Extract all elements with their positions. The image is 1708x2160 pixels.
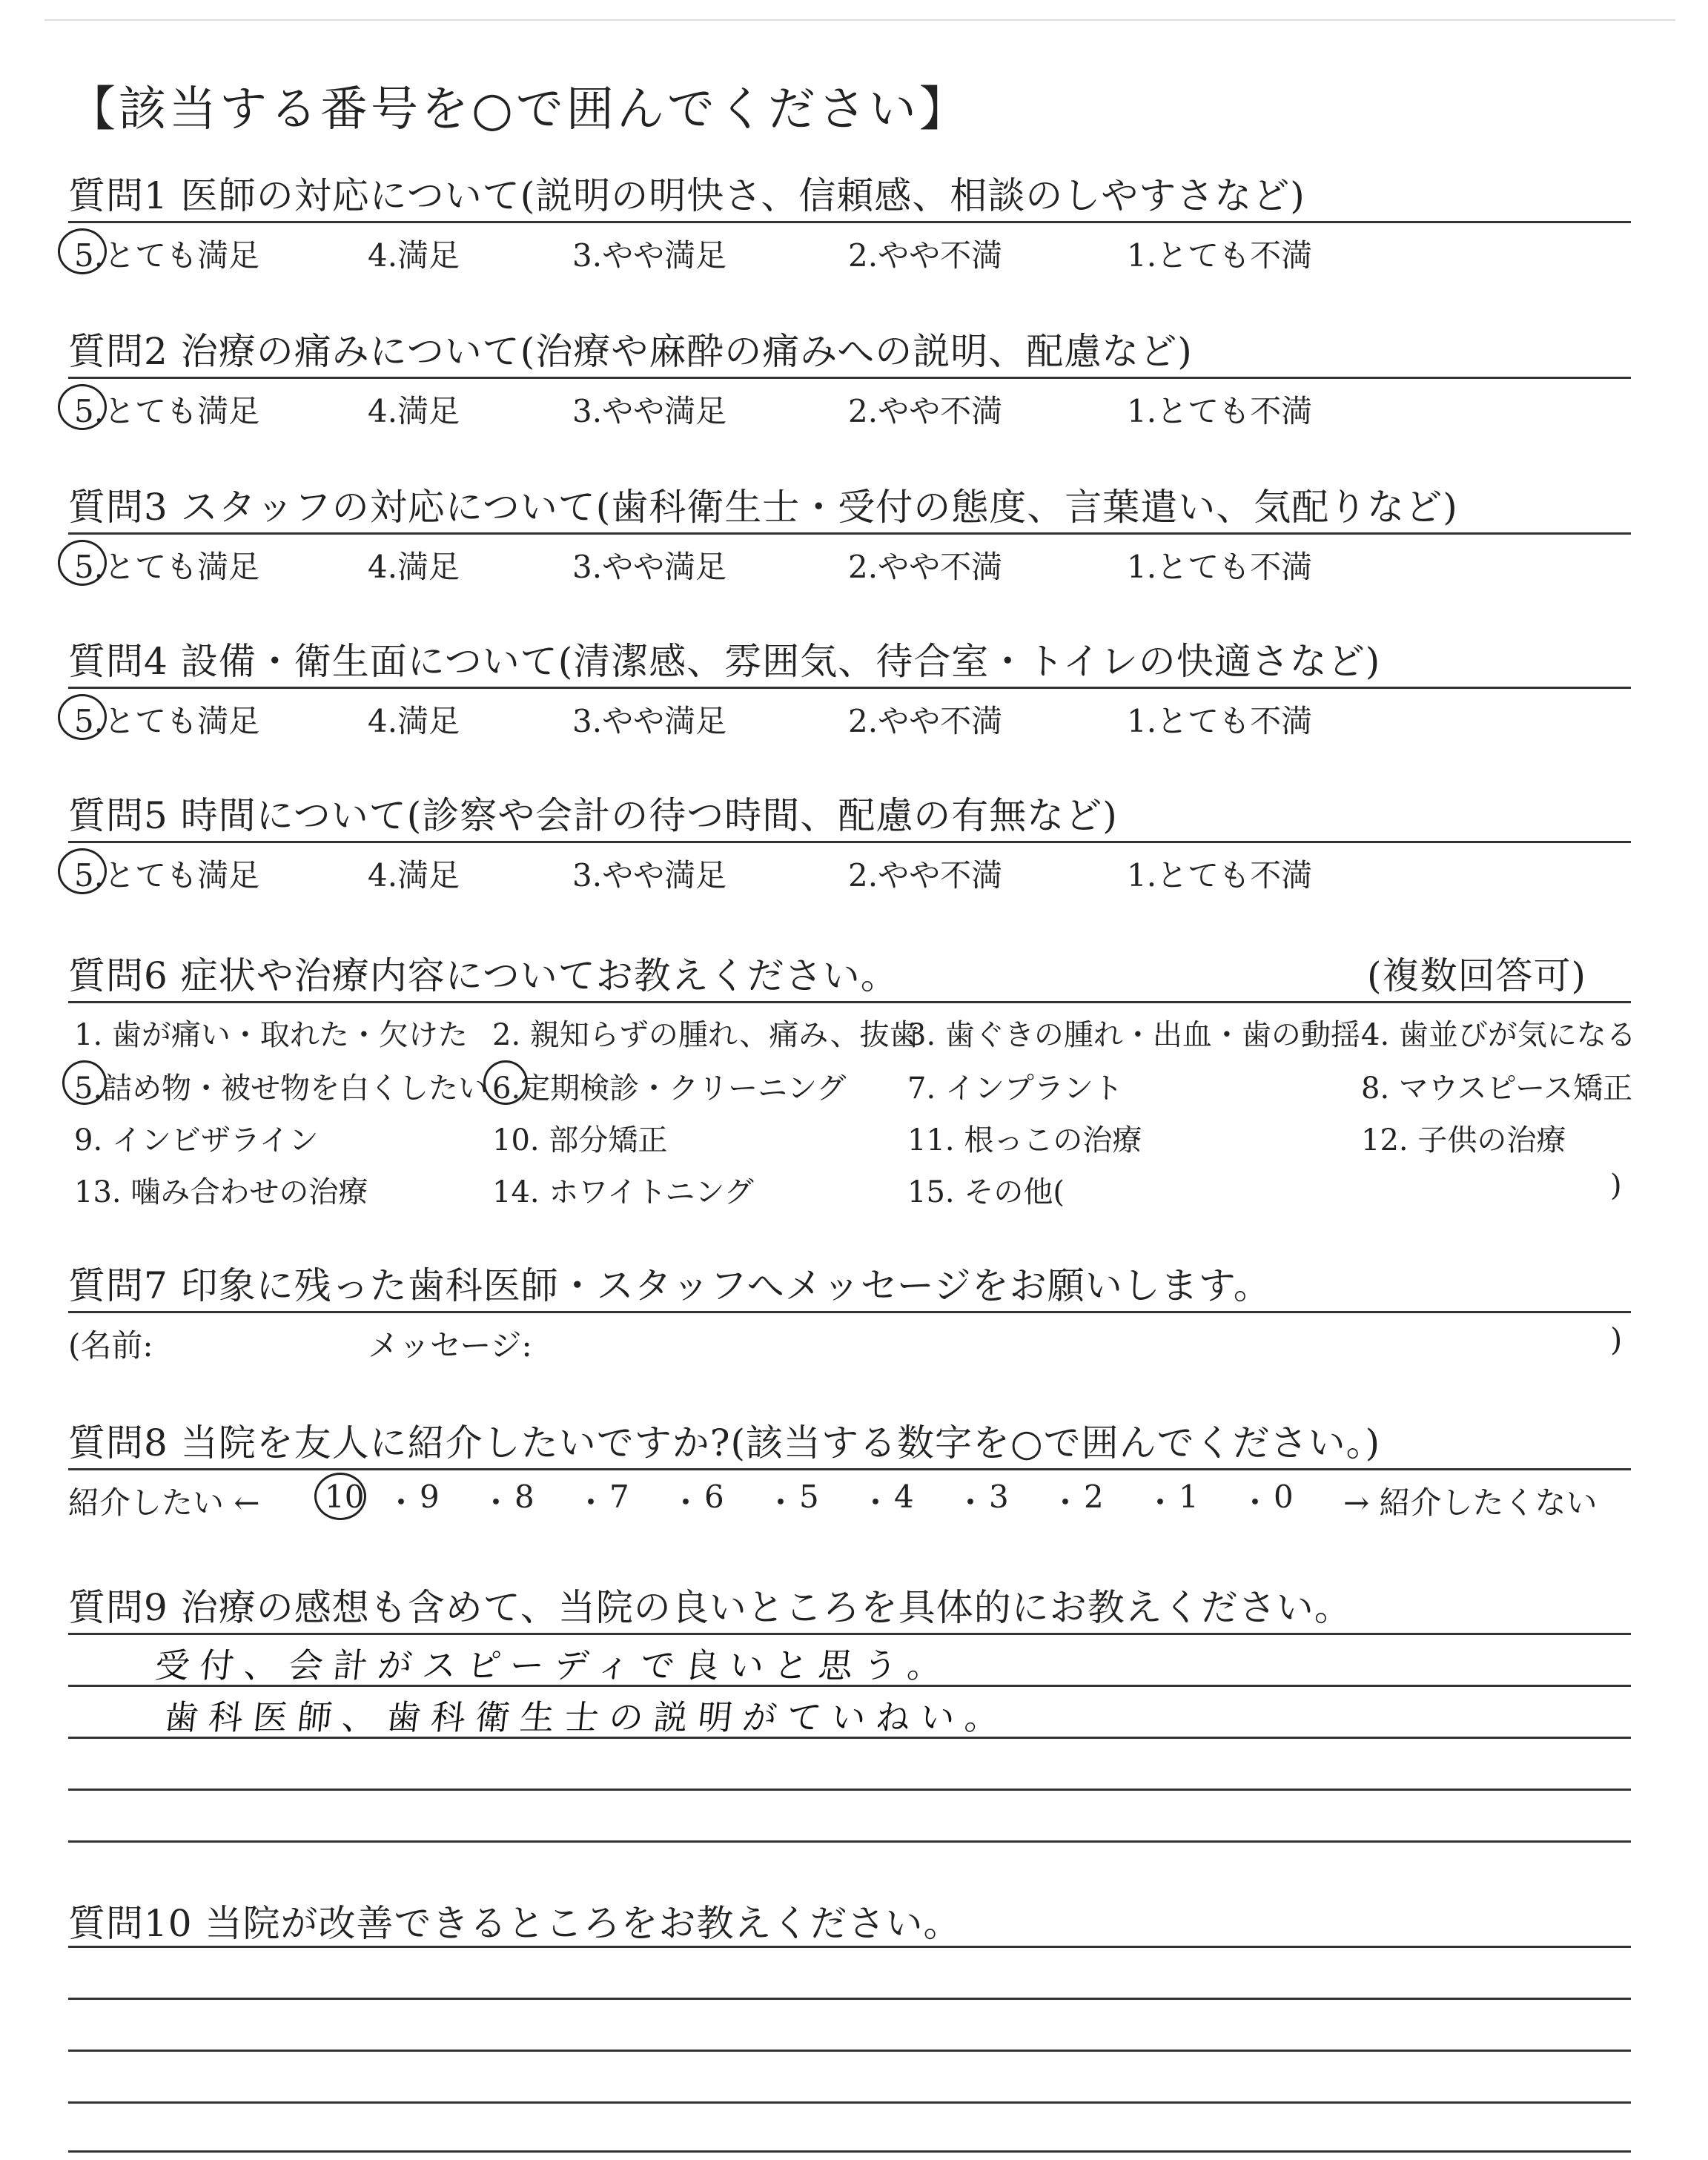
q6-note: (複数回答可) [1367,954,1587,997]
q9-line-1 [68,1633,1631,1635]
q6-option-15: 15. その他( [907,1175,1065,1209]
q7-name-label: (名前: [68,1327,153,1364]
q3-selected-circle [58,540,107,586]
q8-separator-7: ・ [1050,1484,1082,1521]
q6-rule [68,1001,1631,1003]
q5-option-2: 3.やや満足 [572,857,727,894]
q10-line-3 [68,2050,1631,2052]
q9-answer-line-2: 歯科医師、歯科衛生士の説明がていねい。 [162,1697,1012,1737]
q3-option-1: 4.満足 [368,549,460,585]
q8-separator-5: ・ [860,1484,892,1521]
q6-option-14: 14. ホワイトニング [492,1175,754,1209]
q8-separator-3: ・ [670,1484,702,1521]
q8-scale-5: 5 [799,1479,819,1515]
q2-option-1: 4.満足 [368,393,460,429]
q7-close-paren: ) [1610,1321,1623,1358]
q2-selected-circle [58,384,107,430]
q8-title: 質問8 当院を友人に紹介したいですか?(該当する数字を○で囲んでください。) [68,1421,1381,1464]
q4-option-3: 2.やや不満 [848,703,1003,739]
q3-option-0: 5.とても満足 [74,549,260,585]
q6-option-4: 4. 歯並びが気になる [1361,1018,1636,1052]
q3-option-2: 3.やや満足 [572,549,727,585]
q7-message-label: メッセージ: [368,1327,532,1364]
q2-option-4: 1.とても不満 [1127,393,1313,429]
q6-option-8: 8. マウスピース矯正 [1361,1071,1633,1106]
top-edge-line [44,19,1675,21]
q6-option-12: 12. 子供の治療 [1361,1123,1566,1157]
q9-line-4 [68,1789,1631,1791]
q5-title: 質問5 時間について(診察や会計の待つ時間、配慮の有無など) [68,794,1118,837]
q4-rule [68,687,1631,689]
q9-answer-line-1: 受付、会計がスピーディで良いと思う。 [153,1645,955,1685]
q8-scale-9: 9 [420,1479,440,1515]
q10-line-5 [68,2150,1631,2153]
q8-separator-8: ・ [1145,1484,1176,1521]
q2-option-0: 5.とても満足 [74,393,260,429]
q6-option-5: 5.詰め物・被せ物を白くしたい [74,1071,489,1106]
q5-option-0: 5.とても満足 [74,857,260,894]
q4-option-4: 1.とても不満 [1127,703,1313,739]
q8-scale-7: 7 [609,1479,629,1515]
q8-selected-circle [314,1473,366,1520]
q5-option-3: 2.やや不満 [848,857,1003,894]
q8-separator-0: ・ [385,1484,417,1521]
q3-rule [68,532,1631,535]
q6-option-1: 1. 歯が痛い・取れた・欠けた [74,1018,468,1052]
q5-selected-circle [58,848,107,894]
q1-option-0: 5.とても満足 [74,237,260,274]
q8-scale-0: 0 [1274,1479,1294,1515]
q2-title: 質問2 治療の痛みについて(治療や麻酔の痛みへの説明、配慮など) [68,330,1193,373]
q8-scale-2: 2 [1084,1479,1104,1515]
q8-scale-6: 6 [704,1479,724,1515]
q6-option-6: 6.定期検診・クリーニング [492,1071,847,1106]
q5-option-4: 1.とても不満 [1127,857,1313,894]
q8-scale-10: 10 [325,1479,365,1515]
q8-scale-8: 8 [514,1479,534,1515]
q8-separator-1: ・ [480,1484,512,1521]
q3-option-4: 1.とても不満 [1127,549,1313,585]
q6-option-9: 9. インビザライン [74,1123,319,1157]
q5-option-1: 4.満足 [368,857,460,894]
q8-separator-4: ・ [765,1484,797,1521]
q1-selected-circle [58,228,107,274]
q8-separator-2: ・ [575,1484,607,1521]
q1-option-1: 4.満足 [368,237,460,274]
q6-option-2: 2. 親知らずの腫れ、痛み、抜歯 [492,1018,919,1052]
q4-option-2: 3.やや満足 [572,703,727,739]
q6-option-11: 11. 根っこの治療 [907,1123,1142,1157]
q9-title: 質問9 治療の感想も含めて、当院の良いところを具体的にお教えください。 [68,1586,1352,1629]
q1-option-3: 2.やや不満 [848,237,1003,274]
page-header: 【該当する番号を○で囲んでください】 [68,82,970,137]
q6-option-16: ) [1610,1169,1622,1203]
q10-line-2 [68,1998,1631,2000]
q7-title: 質問7 印象に残った歯科医師・スタッフへメッセージをお願いします。 [68,1264,1271,1307]
q7-rule [68,1311,1631,1313]
q4-option-1: 4.満足 [368,703,460,739]
q1-title: 質問1 医師の対応について(説明の明快さ、信頼感、相談のしやすさなど) [68,174,1305,217]
q6-selected-circle-6 [483,1060,528,1105]
q6-title: 質問6 症状や治療内容についてお教えください。 [68,954,898,997]
q8-right-label: → 紹介したくない [1343,1484,1598,1521]
q6-option-3: 3. 歯ぐきの腫れ・出血・歯の動揺 [907,1018,1360,1052]
q2-option-2: 3.やや満足 [572,393,727,429]
q8-rule [68,1468,1631,1470]
q8-left-label: 紹介したい ← [68,1484,260,1521]
q4-option-0: 5.とても満足 [74,703,260,739]
q3-option-3: 2.やや不満 [848,549,1003,585]
q8-scale-3: 3 [989,1479,1009,1515]
q6-option-10: 10. 部分矯正 [492,1123,668,1157]
q6-option-13: 13. 噛み合わせの治療 [74,1175,368,1209]
q8-scale-1: 1 [1179,1479,1199,1515]
q9-line-5 [68,1840,1631,1843]
q1-rule [68,221,1631,223]
q8-separator-6: ・ [955,1484,987,1521]
q10-line-1 [68,1946,1631,1948]
q5-rule [68,841,1631,843]
q8-scale-4: 4 [894,1479,914,1515]
q10-title: 質問10 当院が改善できるところをお教えください。 [68,1902,961,1945]
q4-selected-circle [58,694,107,740]
q6-selected-circle-5 [62,1060,107,1105]
q2-option-3: 2.やや不満 [848,393,1003,429]
q8-separator-9: ・ [1239,1484,1271,1521]
q2-rule [68,377,1631,379]
q4-title: 質問4 設備・衛生面について(清潔感、雰囲気、待合室・トイレの快適さなど) [68,640,1381,683]
q3-title: 質問3 スタッフの対応について(歯科衛生士・受付の態度、言葉遣い、気配りなど) [68,486,1458,529]
q6-option-7: 7. インプラント [907,1071,1123,1106]
q10-line-4 [68,2101,1631,2104]
q1-option-4: 1.とても不満 [1127,237,1313,274]
q1-option-2: 3.やや満足 [572,237,727,274]
